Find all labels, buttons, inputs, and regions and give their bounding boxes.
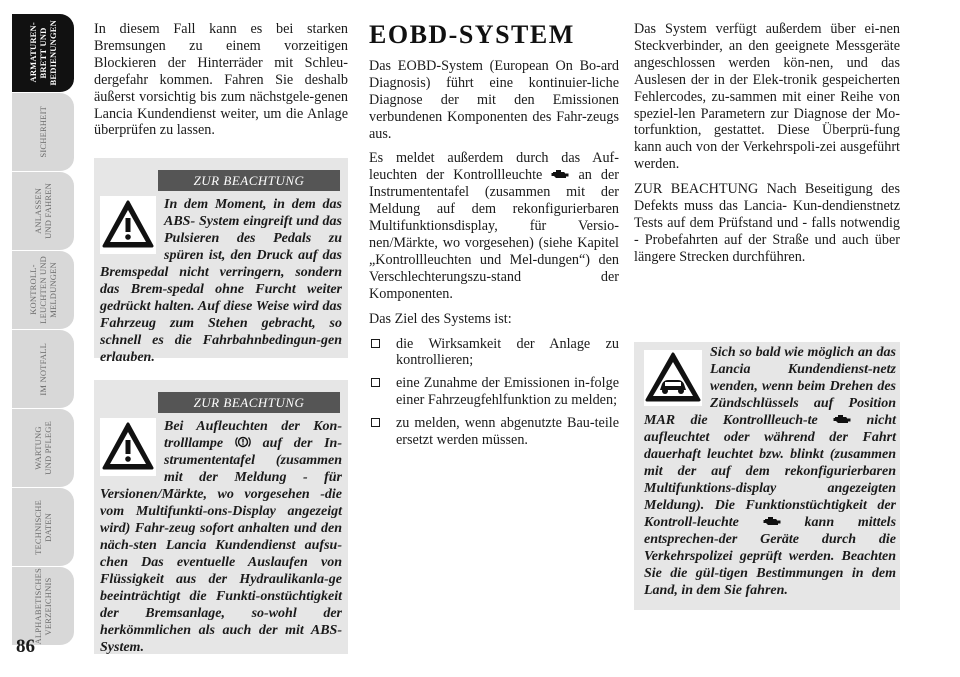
paragraph: Das Ziel des Systems ist:: [369, 310, 512, 327]
paragraph: Das System verfügt außerdem über ei-nen Steckverbinder, an den geeignete Messgeräte angeschlossen werden kön-nen, und das Auslesen der in der Elek-tronik gespeicherten Fehlercodes, zu-sammen mit einer Reihe von speziel-len Parametern zur Diagnose der Mo-torfunktion, gestattet. Diese Überprü-fung kann auch von der Verkehrspoli-zei ausgeführt werden.: [634, 21, 900, 173]
tab-label: ANLASSEN UND FAHREN: [33, 183, 53, 239]
warning-text: [100, 196, 342, 366]
tab-verzeichnis[interactable]: [12, 567, 74, 646]
list-item-text: eine Zunahme der Emissionen in-folge einer Fahrzeugfehlfunktion zu melden;: [396, 375, 619, 409]
paragraph: Das EOBD-System (European On Bo-ard Diagnosis) führt eine kontinuier-liche Diagnose der mit den Emissionen verbundenen Komponenten des Fahr-zeugs aus.: [369, 57, 619, 142]
tab-sicherheit[interactable]: [12, 93, 74, 172]
warning-body-b: auf der In-strumententafel (zusammen mit der Meldung - für Versionen/Märkte, wo vorgesehen -die vom Multifunkti-ons-Display angezeigt wird) Fahr-zeug sofort anhalten und den näch-sten Lancia Kundendienst aufsu-chen Das eventuelle Auslaufen von Flüssigkeit aus der Hydraulikanla-ge beeinträchtigt die Funkti-onstüchtigkeit der Bremsanlage, so-wohl der herkömmlichen als auch der mit ABS-System.: [100, 436, 342, 655]
tab-kontrollleuchten[interactable]: [12, 251, 74, 330]
section-title: EOBD-SYSTEM: [369, 20, 575, 49]
warning-body-c: kann mittels entsprechen-der Geräte durch die Verkehrspolizei geprüft werden. Beachten Sie die gül-tigen Bestimmungen in dem Land, in dem Sie fahren.: [644, 515, 897, 598]
paragraph: ZUR BEACHTUNG Nach Beseitigung des Defekts muss das Lancia- Kun-dendienstnetz Tests auf dem Prüfstand und - falls notwendig - Probefahrten auf der Straße und auch über längere Strecken durchführen.: [634, 181, 900, 265]
warning-body: In dem Moment, in dem das ABS- System eingreift und das Pulsieren des Pedals zu spüren ist, den Druck auf das Bremspedal nicht verringern, sondern das Brem-spedal ohne Furcht weiter gedrückt halten. Auf diese Weise wird das Fahrzeug zum Stehen gebracht, so schnell es die Fahrbahnbedingun-gen erlauben.: [100, 197, 342, 365]
intro-paragraph: In diesem Fall kann es bei starken Bremsungen zu einem vorzeitigen Blockieren der Hinterräder mit Schleu-dergefahr kommen. Fahren Sie deshalb äußerst vorsichtig bis zum nächstgele-genen Lancia Kundendienst weiter, um die Anlage überprüfen zu lassen.: [94, 21, 348, 139]
tab-wartung[interactable]: [12, 409, 74, 488]
warning-body-a: Sich so bald wie möglich an das Lancia Kundendienst-netz wenden, wenn beim Drehen des Zündschlüssels auf Position MAR die Kontrollleuch-te: [644, 345, 896, 428]
brake-warning-icon: [235, 435, 251, 449]
paragraph-text: Es meldet außerdem durch das Auf-leuchten der Kontrollleuchte: [369, 150, 619, 184]
checkbox-bullet-icon: [371, 339, 380, 348]
warning-text: [100, 418, 342, 656]
divider: [634, 338, 900, 342]
warning-heading: ZUR BEACHTUNG: [158, 170, 340, 191]
page-number: 86: [16, 636, 35, 657]
warning-box-eobd: [634, 338, 900, 610]
list-item: [369, 375, 619, 409]
engine-check-icon: [763, 515, 781, 528]
warning-box-abs: [94, 158, 348, 365]
tab-notfall[interactable]: [12, 330, 74, 409]
warning-box-brake: [94, 380, 348, 654]
tab-label: ARMATUREN- BRETT UND BEDIENUNGEN: [28, 20, 58, 86]
warning-text: [644, 344, 896, 599]
list-item: [369, 415, 619, 449]
column-middle: [369, 21, 619, 455]
list-item: [369, 336, 619, 370]
tab-label: SICHERHEIT: [38, 106, 48, 158]
warning-triangle-icon: [100, 196, 156, 254]
tab-armaturenbrett[interactable]: [12, 14, 74, 93]
checkbox-bullet-icon: [371, 418, 380, 427]
bullet-list: [369, 336, 619, 449]
engine-check-icon: [551, 168, 569, 181]
tab-anlassen[interactable]: [12, 172, 74, 251]
tab-label: TECHNISCHE DATEN: [33, 499, 53, 555]
car-warning-icon: [644, 350, 702, 406]
paragraph-text: an der Instrumententafel (zusammen mit der Meldung auf dem rekonfigurierbaren Multifunktionsdisplay, für Versio-nen/Märkte, wo vorgesehen) (siehe Kapitel „Kontrollleuchten und Mel-dungen“) den Verschlechterungszu-stand der Komponenten.: [369, 167, 620, 302]
tab-label: WARTUNG UND PFLEGE: [33, 421, 53, 475]
tab-label: IM NOTFALL: [38, 342, 48, 396]
warning-heading: ZUR BEACHTUNG: [158, 392, 340, 413]
warning-body-a: Bei Aufleuchten der Kon-trolllampe: [164, 419, 342, 451]
tab-label: KONTROLL- LEUCHTEN UND MELDUNGEN: [28, 256, 58, 324]
column-left: [94, 21, 348, 147]
warning-triangle-icon: [100, 418, 156, 476]
list-item-text: zu melden, wenn abgenutzte Bau-teile ersetzt werden müssen.: [396, 415, 619, 449]
tab-label: ALPHABETISCHES VERZEICHNIS: [33, 567, 53, 645]
engine-check-icon: [833, 413, 851, 426]
warning-body-b: nicht aufleuchtet oder während der Fahrt dauerhaft leuchtet bzw. blinkt (zusammen mit der auf dem rekonfigurierbaren Multifunktions-display angezeigten Meldung). Die Funktionstüchtigkeit der Kontroll-leuchte: [644, 413, 897, 530]
paragraph-with-icon: [369, 150, 619, 302]
checkbox-bullet-icon: [371, 378, 380, 387]
column-right: [634, 21, 900, 274]
list-item-text: die Wirksamkeit der Anlage zu kontrollieren;: [396, 335, 619, 369]
tab-technische-daten[interactable]: [12, 488, 74, 567]
